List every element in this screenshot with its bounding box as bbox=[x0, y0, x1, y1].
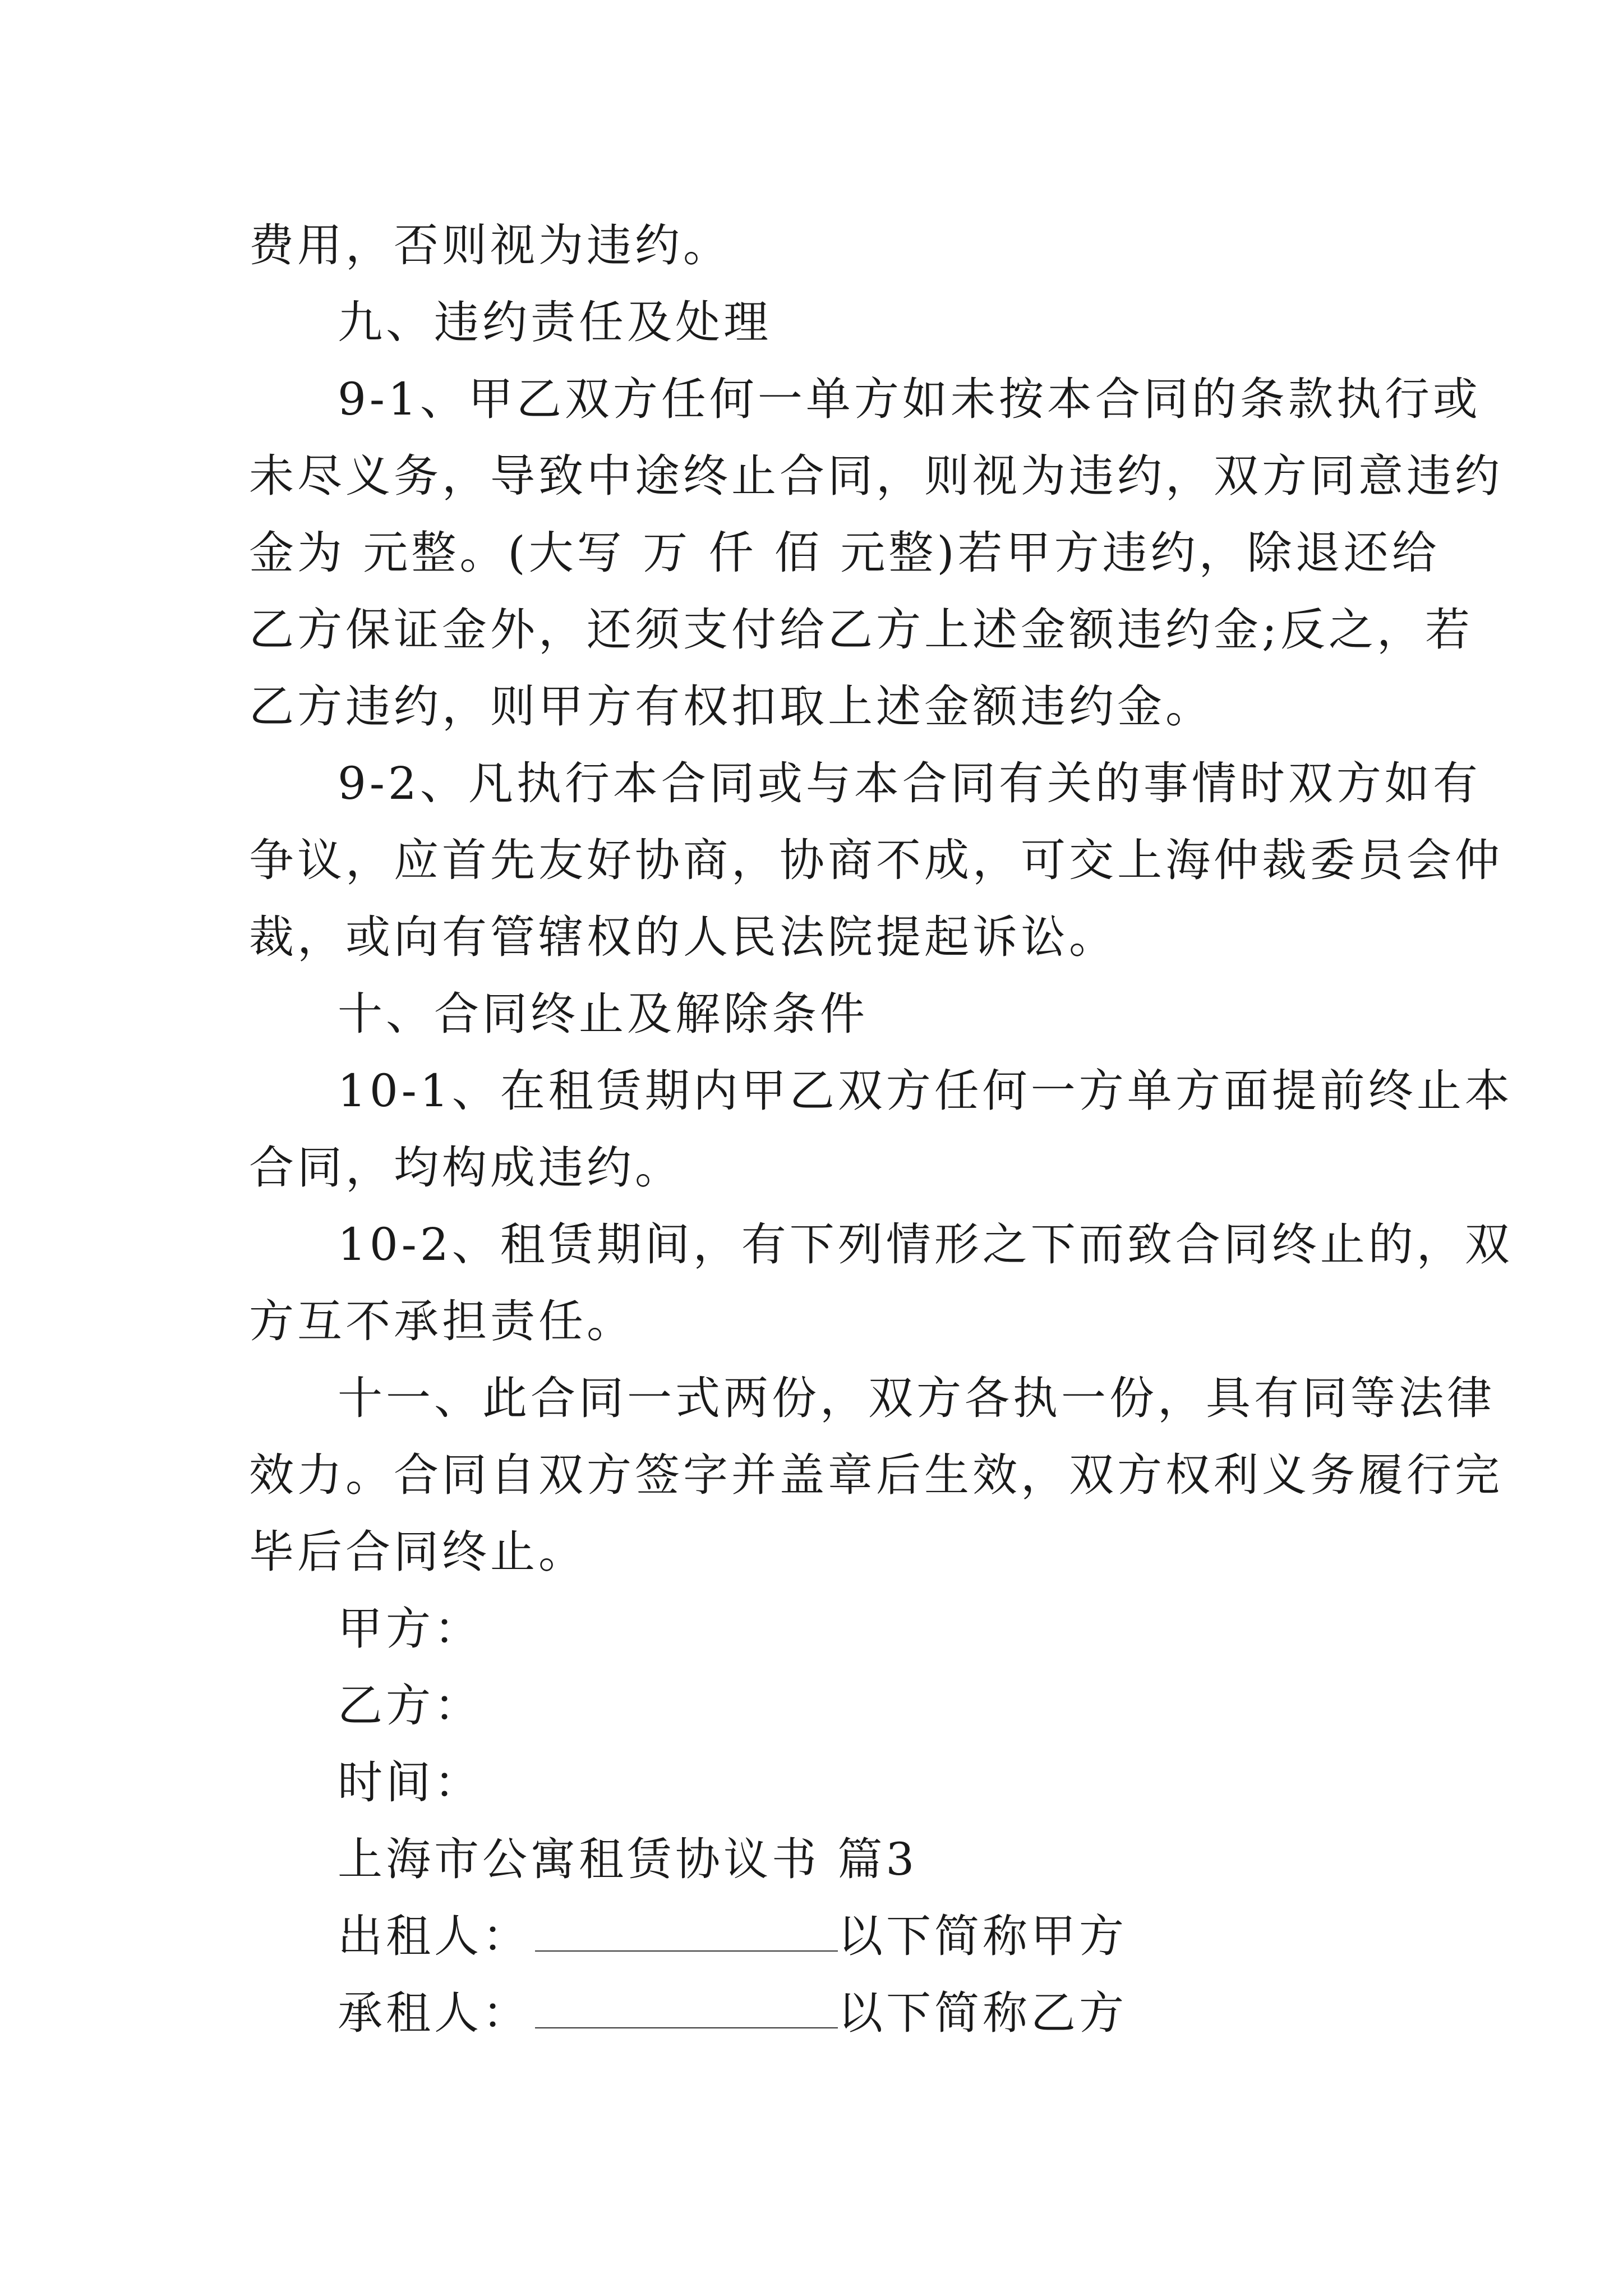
lessee-suffix: 以下简称乙方 bbox=[838, 1987, 1127, 2039]
lessor-line bbox=[249, 1908, 1476, 1964]
lessor-suffix: 以下简称甲方 bbox=[838, 1910, 1127, 1962]
paragraph-line: 未尽义务，导致中途终止合同，则视为违约，双方同意违约 bbox=[249, 450, 1503, 502]
paragraph-line: 费用，否则视为违约。 bbox=[249, 219, 731, 272]
lessee-name-blank[interactable] bbox=[535, 1988, 838, 2028]
lessor-name-blank[interactable] bbox=[535, 1911, 838, 1952]
paragraph-line: 乙方违约，则甲方有权扣取上述金额违约金。 bbox=[249, 680, 1214, 733]
paragraph-line: 10-2、租赁期间，有下列情形之下而致合同终止的，双 bbox=[338, 1218, 1513, 1271]
paragraph-line: 乙方保证金外，还须支付给乙方上述金额违约金;反之，若 bbox=[249, 604, 1473, 656]
party-a-signature-label: 甲方： bbox=[338, 1603, 482, 1655]
lessor-label: 出租人： bbox=[338, 1910, 531, 1962]
section-heading: 九、违约责任及处理 bbox=[338, 296, 772, 348]
lessee-label: 承租人： bbox=[338, 1987, 531, 2039]
paragraph-line: 9-1、甲乙双方任何一单方如未按本合同的条款执行或 bbox=[338, 373, 1481, 425]
paragraph-line: 争议，应首先友好协商，协商不成，可交上海仲裁委员会仲 bbox=[249, 834, 1503, 886]
paragraph-line: 十一、此合同一式两份，双方各执一份，具有同等法律 bbox=[338, 1372, 1495, 1424]
paragraph-line: 合同，均构成违约。 bbox=[249, 1142, 683, 1194]
paragraph-line: 毕后合同终止。 bbox=[249, 1526, 587, 1578]
paragraph-line: 方互不承担责任。 bbox=[249, 1295, 635, 1347]
section-heading: 十、合同终止及解除条件 bbox=[338, 988, 868, 1040]
agreement-title: 上海市公寓租赁协议书 篇3 bbox=[338, 1833, 918, 1885]
date-label: 时间： bbox=[338, 1756, 482, 1809]
paragraph-line: 金为 元整。(大写 万 仟 佰 元整)若甲方违约，除退还给 bbox=[249, 527, 1440, 579]
party-b-signature-label: 乙方： bbox=[338, 1680, 482, 1732]
paragraph-line: 9-2、凡执行本合同或与本合同有关的事情时双方如有 bbox=[338, 757, 1481, 809]
paragraph-line: 裁，或向有管辖权的人民法院提起诉讼。 bbox=[249, 911, 1117, 963]
paragraph-line: 效力。合同自双方签字并盖章后生效，双方权利义务履行完 bbox=[249, 1449, 1503, 1501]
lessee-line bbox=[249, 1985, 1476, 2041]
paragraph-line: 10-1、在租赁期内甲乙双方任何一方单方面提前终止本 bbox=[338, 1065, 1513, 1117]
